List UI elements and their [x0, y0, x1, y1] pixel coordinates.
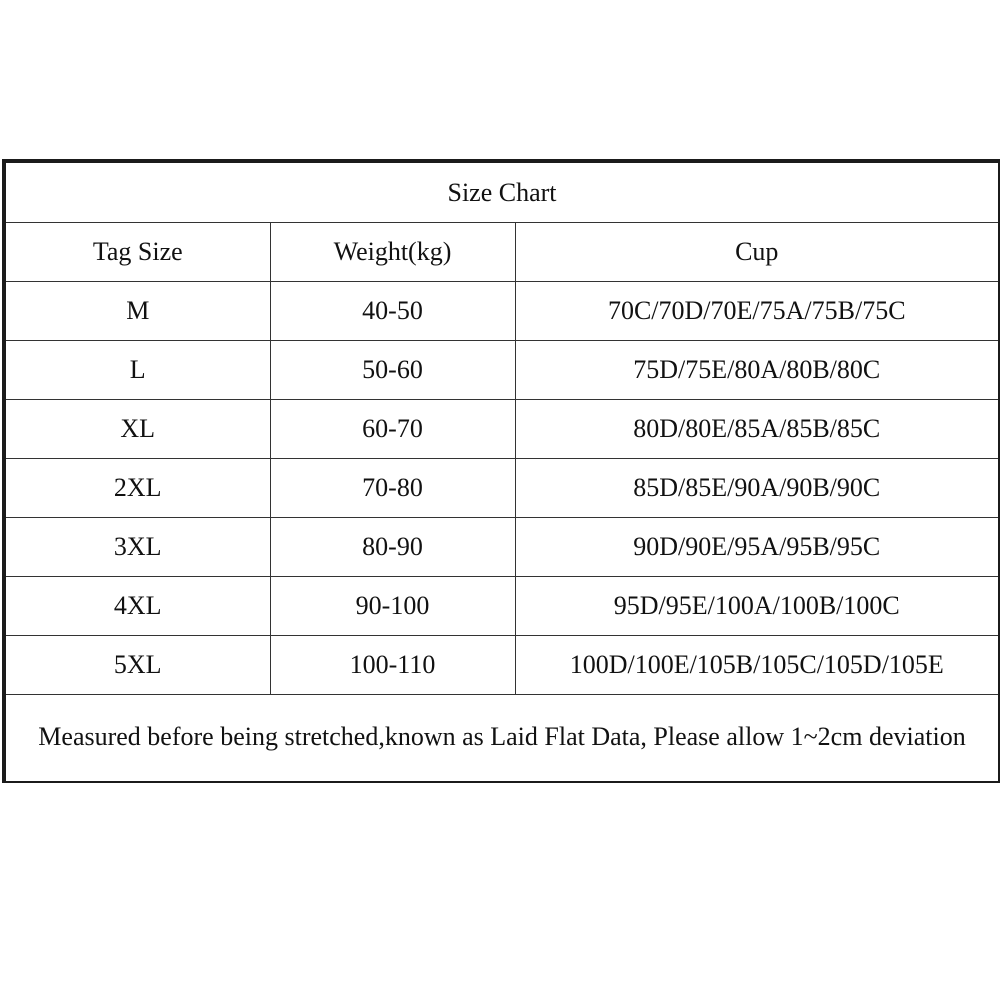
weight-cell: 40-50	[270, 282, 515, 341]
tag-size-cell: 2XL	[6, 459, 270, 518]
cup-cell: 80D/80E/85A/85B/85C	[515, 400, 998, 459]
size-chart-table	[6, 163, 998, 778]
weight-cell: 100-110	[270, 636, 515, 695]
title-row	[6, 163, 998, 223]
cup-cell: 70C/70D/70E/75A/75B/75C	[515, 282, 998, 341]
header-weight: Weight(kg)	[270, 223, 515, 282]
weight-cell: 80-90	[270, 518, 515, 577]
cup-cell: 90D/90E/95A/95B/95C	[515, 518, 998, 577]
size-chart	[2, 159, 1000, 783]
chart-title: Size Chart	[6, 163, 998, 223]
table-row	[6, 341, 998, 400]
table-row	[6, 282, 998, 341]
table-row	[6, 459, 998, 518]
note-row	[6, 695, 998, 779]
tag-size-cell: 5XL	[6, 636, 270, 695]
table-row	[6, 400, 998, 459]
header-tag-size: Tag Size	[6, 223, 270, 282]
tag-size-cell: XL	[6, 400, 270, 459]
header-row	[6, 223, 998, 282]
table-row	[6, 577, 998, 636]
cup-cell: 75D/75E/80A/80B/80C	[515, 341, 998, 400]
weight-cell: 60-70	[270, 400, 515, 459]
measurement-note: Measured before being stretched,known as Laid Flat Data, Please allow 1~2cm deviation	[6, 695, 998, 779]
weight-cell: 90-100	[270, 577, 515, 636]
weight-cell: 70-80	[270, 459, 515, 518]
tag-size-cell: M	[6, 282, 270, 341]
tag-size-cell: 4XL	[6, 577, 270, 636]
table-row	[6, 518, 998, 577]
tag-size-cell: 3XL	[6, 518, 270, 577]
weight-cell: 50-60	[270, 341, 515, 400]
tag-size-cell: L	[6, 341, 270, 400]
table-row	[6, 636, 998, 695]
cup-cell: 85D/85E/90A/90B/90C	[515, 459, 998, 518]
header-cup: Cup	[515, 223, 998, 282]
cup-cell: 95D/95E/100A/100B/100C	[515, 577, 998, 636]
cup-cell: 100D/100E/105B/105C/105D/105E	[515, 636, 998, 695]
